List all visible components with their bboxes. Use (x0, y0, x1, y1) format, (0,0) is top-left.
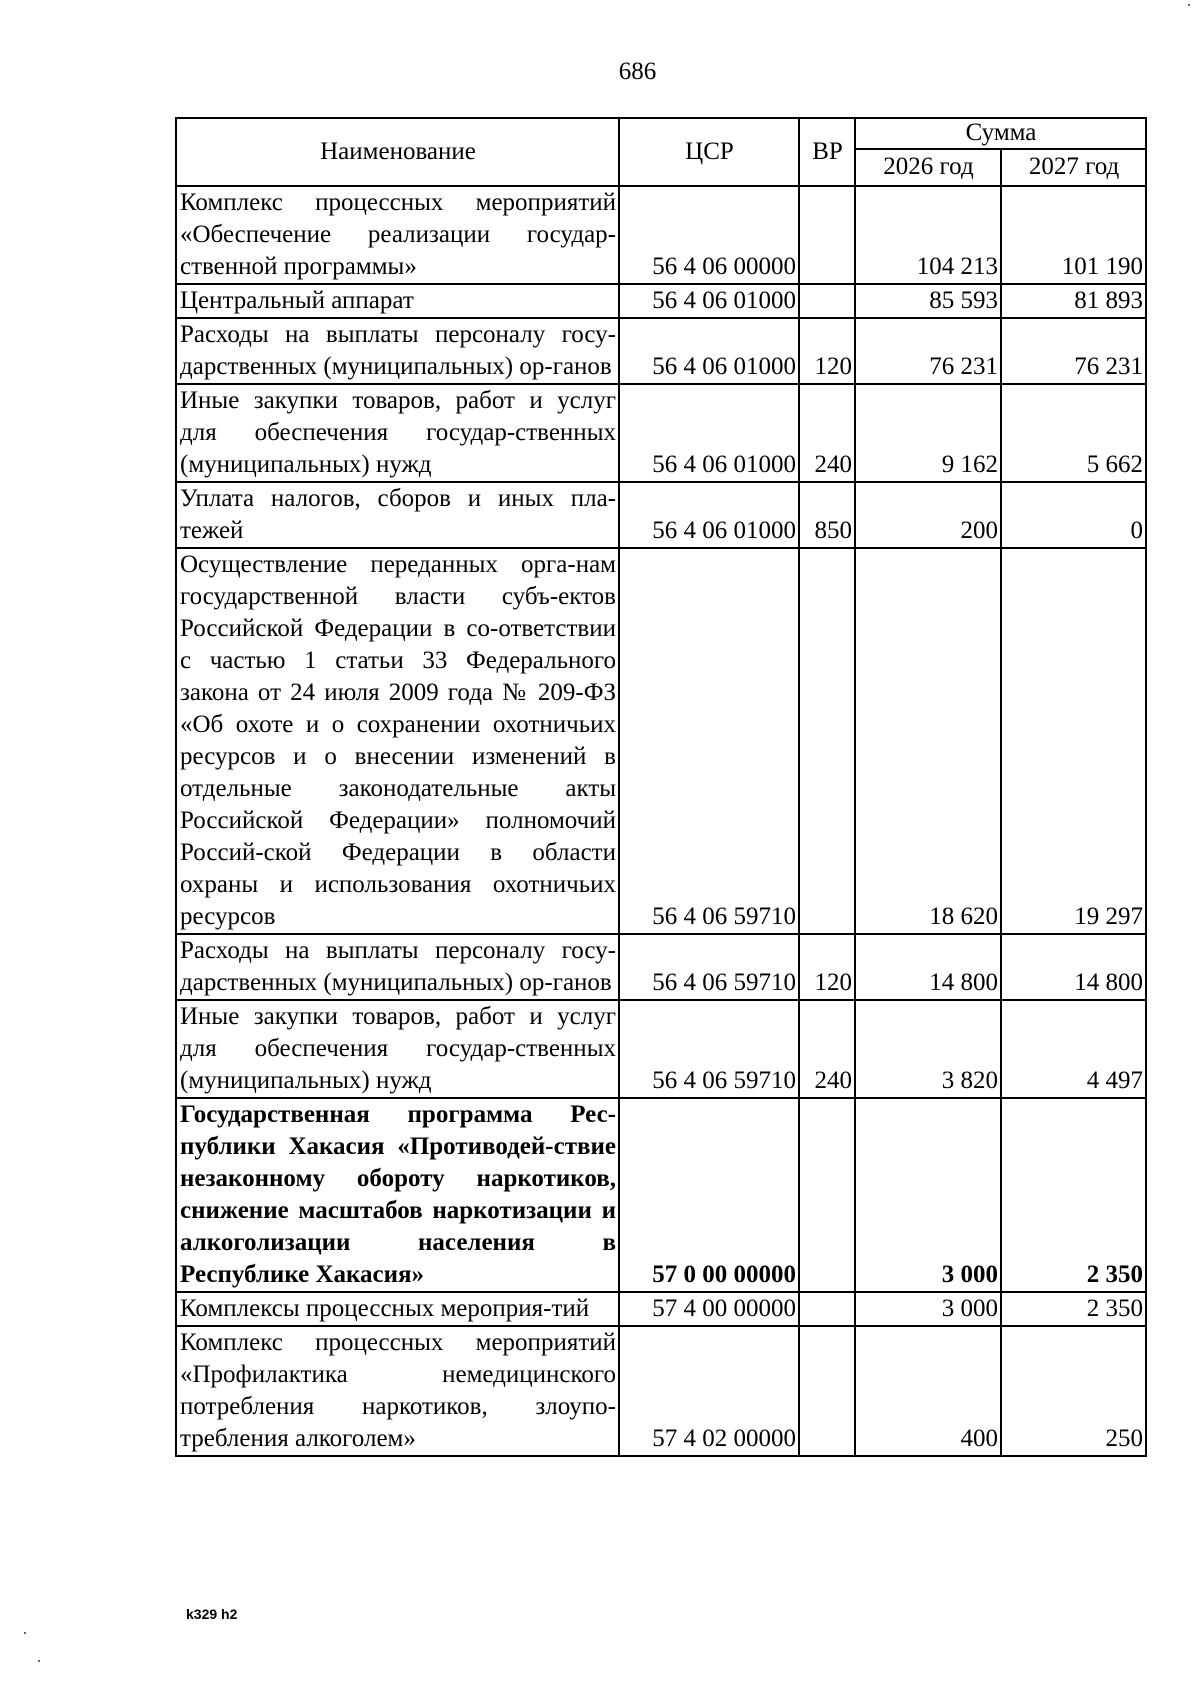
table-row (176, 934, 1146, 1000)
row-name: Уплата налогов, сборов и иных пла-тежей (176, 482, 619, 548)
row-amount-2027: 19 297 (1001, 548, 1146, 934)
document-code: k329 h2 (186, 1606, 238, 1622)
row-csr: 56 4 06 59710 (619, 548, 799, 934)
table-row (176, 548, 1146, 934)
row-csr: 56 4 06 59710 (619, 934, 799, 1000)
row-amount-2026: 76 231 (855, 318, 1001, 384)
row-name: Комплекс процессных мероприятий «Обеспечение реализации государ-ственной программы» (176, 186, 619, 284)
row-csr: 56 4 06 01000 (619, 284, 799, 318)
row-vr (799, 548, 855, 934)
table-row-program (176, 1098, 1146, 1292)
row-csr: 56 4 06 01000 (619, 482, 799, 548)
row-amount-2027: 0 (1001, 482, 1146, 548)
row-amount-2027: 2 350 (1001, 1292, 1146, 1326)
row-name: Расходы на выплаты персоналу госу-дарственных (муниципальных) ор-ганов (176, 934, 619, 1000)
row-name: Комплекс процессных мероприятий «Профилактика немедицинского потребления наркотиков, злоупо-требления алкоголем» (176, 1326, 619, 1456)
row-amount-2026: 18 620 (855, 548, 1001, 934)
row-vr (799, 284, 855, 318)
row-name: Центральный аппарат (176, 284, 619, 318)
row-vr: 120 (799, 934, 855, 1000)
row-amount-2026: 14 800 (855, 934, 1001, 1000)
row-csr: 57 4 02 00000 (619, 1326, 799, 1456)
row-csr: 57 0 00 00000 (619, 1098, 799, 1292)
row-amount-2026: 3 820 (855, 1000, 1001, 1098)
row-vr (799, 1292, 855, 1326)
row-amount-2027: 81 893 (1001, 284, 1146, 318)
row-amount-2027: 250 (1001, 1326, 1146, 1456)
row-csr: 57 4 00 00000 (619, 1292, 799, 1326)
scan-speck (24, 1632, 26, 1634)
row-amount-2027: 101 190 (1001, 186, 1146, 284)
row-vr (799, 1098, 855, 1292)
row-amount-2026: 3 000 (855, 1098, 1001, 1292)
row-name: Иные закупки товаров, работ и услуг для обеспечения государ-ственных (муниципальных) нужд (176, 1000, 619, 1098)
row-name: Иные закупки товаров, работ и услуг для обеспечения государ-ственных (муниципальных) нужд (176, 384, 619, 482)
table-row (176, 186, 1146, 284)
row-amount-2026: 104 213 (855, 186, 1001, 284)
row-amount-2027: 2 350 (1001, 1098, 1146, 1292)
row-csr: 56 4 06 59710 (619, 1000, 799, 1098)
row-amount-2026: 200 (855, 482, 1001, 548)
table-row (176, 384, 1146, 482)
page-number: 686 (618, 58, 657, 85)
table-row (176, 318, 1146, 384)
row-name: Осуществление переданных орга-нам государственной власти субъ-ектов Российской Федерации в со-ответствии с частью 1 статьи 33 Федерального закона от 24 июля 2009 года № 209-ФЗ «Об охоте и о сохранении охотничьих ресурсов и о внесении изменений в отдельные законодательные акты Российской Федерации» полномочий Россий-ской Федерации в области охраны и использования охотничьих ресурсов (176, 548, 619, 934)
row-amount-2027: 76 231 (1001, 318, 1146, 384)
header-year-2027: 2027 год (1001, 149, 1146, 186)
scan-speck (38, 1660, 40, 1662)
table-row (176, 284, 1146, 318)
row-vr (799, 186, 855, 284)
row-csr: 56 4 06 00000 (619, 186, 799, 284)
row-amount-2026: 85 593 (855, 284, 1001, 318)
row-amount-2026: 400 (855, 1326, 1001, 1456)
row-amount-2027: 5 662 (1001, 384, 1146, 482)
row-vr: 240 (799, 1000, 855, 1098)
header-name: Наименование (176, 118, 619, 186)
row-name: Государственная программа Рес-публики Хакасия «Противодей-ствие незаконному обороту наркотиков, снижение масштабов наркотизации и алкоголизации населения в Республике Хакасия» (176, 1098, 619, 1292)
header-csr: ЦСР (619, 118, 799, 186)
row-amount-2026: 9 162 (855, 384, 1001, 482)
row-vr: 240 (799, 384, 855, 482)
row-vr (799, 1326, 855, 1456)
header-sum: Сумма (855, 118, 1146, 149)
table-body (176, 186, 1146, 1456)
row-csr: 56 4 06 01000 (619, 318, 799, 384)
table-row (176, 1000, 1146, 1098)
header-vr: ВР (799, 118, 855, 186)
header-year-2026: 2026 год (855, 149, 1001, 186)
row-name: Расходы на выплаты персоналу госу-дарственных (муниципальных) ор-ганов (176, 318, 619, 384)
row-csr: 56 4 06 01000 (619, 384, 799, 482)
row-vr: 850 (799, 482, 855, 548)
row-vr: 120 (799, 318, 855, 384)
row-amount-2027: 4 497 (1001, 1000, 1146, 1098)
row-amount-2026: 3 000 (855, 1292, 1001, 1326)
table-row (176, 1326, 1146, 1456)
row-amount-2027: 14 800 (1001, 934, 1146, 1000)
table-row (176, 1292, 1146, 1326)
budget-table (175, 117, 1147, 1457)
scan-speck (1188, 4, 1190, 6)
table-row (176, 482, 1146, 548)
row-name: Комплексы процессных мероприя-тий (176, 1292, 619, 1326)
